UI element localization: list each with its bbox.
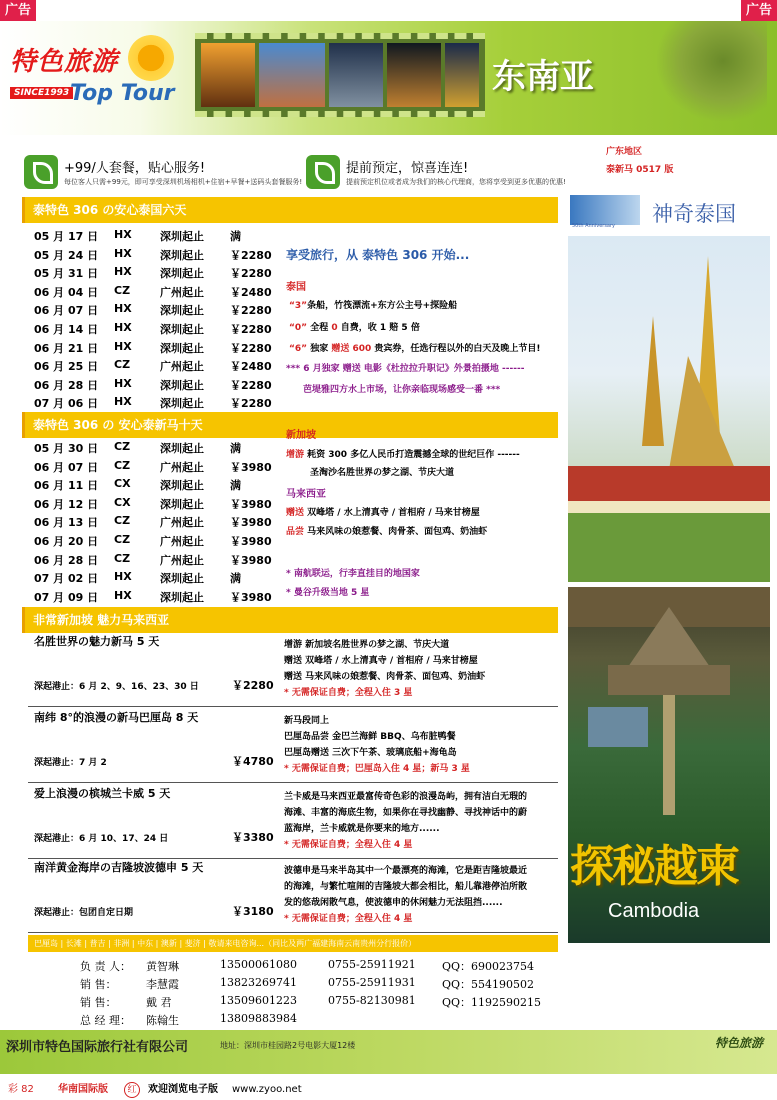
airline-code: HX xyxy=(114,570,132,584)
thai-headline: 享受旅行，从 泰特色 306 开始... xyxy=(286,248,470,262)
departure-city: 深圳起止 xyxy=(160,572,204,586)
departure-date: 05 月 31 日 xyxy=(34,267,99,281)
airline-code: CZ xyxy=(114,283,131,297)
contact-role: 销 售： xyxy=(80,996,117,1009)
airline-code: HX xyxy=(114,376,132,390)
contact-tel: 0755-25911921 xyxy=(328,958,416,971)
tour-price: ￥2280 xyxy=(230,304,272,318)
tour-desc-line: 巴厘岛品尝 金巴兰海鲜 BBQ、乌布脏鸭餐 xyxy=(284,732,456,742)
section-thai-sgmy-10day: 泰特色 306 の 安心泰新马十天 xyxy=(22,412,558,438)
tour-price: ￥3980 xyxy=(230,460,272,474)
departure-date: 07 月 09 日 xyxy=(34,590,99,604)
service-sub: 每位客人只需+99元，即可享受深圳机场相机+住宿+早餐+送码头套餐服务! xyxy=(64,178,303,186)
departure-city: 广州起止 xyxy=(160,360,204,374)
sunflower-icon xyxy=(128,35,174,81)
feature-text: 条船，竹筏漂流+东方公主号+探险船 xyxy=(307,301,458,311)
departure-date: 06 月 20 日 xyxy=(34,535,99,548)
departure-date: 07 月 02 日 xyxy=(34,572,99,586)
departure-city: 深圳起止 xyxy=(160,341,204,355)
feature-tag: 赠送 xyxy=(286,508,305,518)
service-heading: +99/人套餐，贴心服务! xyxy=(64,161,206,176)
departure-city: 广州起止 xyxy=(160,553,204,567)
departure-date: 05 月 17 日 xyxy=(34,230,99,243)
departure-date: 05 月 24 日 xyxy=(34,248,99,262)
logo-since: SINCE1993 xyxy=(10,87,73,99)
divider xyxy=(28,782,558,783)
contact-qq: QQ：1192590215 xyxy=(442,996,542,1009)
tour-name: 名胜世界の魅力新马 5 天 xyxy=(34,635,160,648)
tour-product xyxy=(28,709,558,784)
tour-desc-line: 的海滩，与繁忙喧闹的吉隆坡大都会相比，船儿靠港停泊所散 xyxy=(284,882,528,892)
page-info-bar xyxy=(0,1080,777,1100)
my-taste xyxy=(286,524,487,537)
contact-role: 负 责 人： xyxy=(80,960,131,973)
departure-date: 06 月 13 日 xyxy=(34,516,99,530)
note-hotel: * 曼谷升级当地 5 星 xyxy=(286,588,370,598)
tour-price: ￥2280 xyxy=(230,323,272,336)
tour-name: 南洋黄金海岸の吉隆坡波德申 5 天 xyxy=(34,861,204,874)
tour-price: 满 xyxy=(230,572,241,586)
ad-label-left: 广告 xyxy=(0,0,36,21)
tour-price: 满 xyxy=(230,230,241,243)
tour-desc-line: 波德申是马来半岛其中一个最漂亮的海滩，它是距吉隆坡最近 xyxy=(284,866,528,876)
airline-code: CX xyxy=(114,477,131,491)
tour-product xyxy=(28,633,558,708)
page-number: 彩 82 xyxy=(8,1084,34,1095)
pagoda-photo xyxy=(445,43,479,107)
mosque-photo xyxy=(259,43,325,107)
contact-name: 陈翰生 xyxy=(146,1014,179,1027)
red-badge-icon: 红 xyxy=(124,1082,140,1098)
feature-text: 贵宾券，任选行程以外的白天及晚上节目! xyxy=(371,344,541,354)
tour-desc-line: 新马段同上 xyxy=(284,716,330,726)
tour-price: ￥2480 xyxy=(230,360,272,374)
feature-number: “3” xyxy=(289,301,308,311)
tour-price: ￥3980 xyxy=(230,553,272,567)
thai-feature-3 xyxy=(289,298,457,311)
tour-departure: 深起港止：6 月 10、17、24 日 xyxy=(34,834,169,844)
section-thai-6day: 泰特色 306 の安心泰国六天 xyxy=(22,197,558,223)
feature-text: 马来风味の娘惹餐、肉骨茶、面包鸡、奶油虾 xyxy=(304,527,488,537)
airline-code: CX xyxy=(114,495,131,509)
departure-date: 06 月 28 日 xyxy=(34,378,99,392)
departure-city: 深圳起止 xyxy=(160,442,204,455)
contact-qq: QQ：690023754 xyxy=(442,960,535,973)
departure-city: 深圳起止 xyxy=(160,304,204,318)
other-destinations-bar: 巴厘岛 | 长滩 | 普吉 | 非洲 | 中东 | 澳新 | 斐济 | 敬请来电咨询...（同比及两广福建海南云南贵州分行报价） xyxy=(28,935,558,952)
thai-feature-0 xyxy=(289,320,420,333)
contact-tel: 0755-25911931 xyxy=(328,976,416,989)
leaf-icon xyxy=(24,155,58,189)
tour-desc-line: 增游 新加坡名胜世界の梦之湖、节庆大道 xyxy=(284,640,450,650)
airline-code: HX xyxy=(114,395,132,409)
tour-desc-line: 蓝海岸，兰卡威就是你要来的地方...... xyxy=(284,824,440,834)
departure-city: 广州起止 xyxy=(160,460,204,474)
anniversary-badge-icon xyxy=(570,195,640,225)
feature-highlight: 赠送 600 xyxy=(331,344,372,354)
departure-date: 06 月 04 日 xyxy=(34,285,99,299)
departure-city: 深圳起止 xyxy=(160,267,204,281)
airline-code: HX xyxy=(114,321,132,334)
section-sgmy: 非常新加坡 魅力马来西亚 xyxy=(22,607,558,633)
airline-code: CZ xyxy=(114,514,131,528)
service-heading: 提前预定，惊喜连连! xyxy=(346,161,469,176)
thai-brand-name: 神奇泰国 xyxy=(652,202,736,226)
night-temple-photo xyxy=(387,43,441,107)
photo-filmstrip xyxy=(195,33,485,117)
thai-movie-promo: *** 6 月独家 赠送 电影《杜拉拉升职记》外景拍摄地 ------ xyxy=(286,364,525,374)
thai-market-promo: 芭堤雅四方水上市场，让你亲临现场感受一番 *** xyxy=(303,385,501,395)
departure-date: 06 月 14 日 xyxy=(34,323,99,336)
divider xyxy=(28,706,558,707)
departure-city: 深圳起止 xyxy=(160,248,204,262)
airline-code: HX xyxy=(114,339,132,353)
sg-feature-detail: 圣淘沙名胜世界の梦之湖、节庆大道 xyxy=(310,468,455,478)
tour-description xyxy=(284,789,564,853)
tour-departure: 深起港止：包团自定日期 xyxy=(34,908,134,918)
contact-tel: 0755-82130981 xyxy=(328,994,416,1007)
airline-code: CZ xyxy=(114,533,131,546)
my-gift xyxy=(286,505,480,518)
ad-label-right: 广告 xyxy=(741,0,777,21)
feature-number: “0” xyxy=(289,323,308,333)
tour-price: 满 xyxy=(230,479,241,493)
brand-logo xyxy=(10,41,180,116)
feature-text: 自费，收 1 赔 5 倍 xyxy=(337,323,420,333)
anniversary-text: 50th Anniversary xyxy=(572,223,616,229)
departure-city: 深圳起止 xyxy=(160,230,204,243)
contact-name: 戴 君 xyxy=(146,996,172,1009)
thai-feature-6 xyxy=(289,341,541,354)
footer-bar xyxy=(0,1030,777,1074)
feature-highlight: 0 xyxy=(331,323,338,333)
airline-code: CZ xyxy=(114,458,131,472)
tour-note: * 无需保证自费；巴厘岛入住 4 星；新马 3 星 xyxy=(284,764,470,774)
tour-price: ￥2280 xyxy=(230,248,272,262)
cambodia-title: 探秘越柬 xyxy=(570,841,738,892)
departure-date: 06 月 11 日 xyxy=(34,479,99,493)
tour-product xyxy=(28,785,558,860)
region-title: 东南亚 xyxy=(492,57,594,97)
airline-code: CZ xyxy=(114,358,131,372)
note-baggage: * 南航联运，行李直挂目的地国家 xyxy=(286,569,420,579)
sg-feature xyxy=(286,447,520,460)
tour-product xyxy=(28,859,558,934)
departure-city: 深圳起止 xyxy=(160,397,204,411)
tour-description xyxy=(284,863,564,927)
service-sub: 提前预定机位或者成为我们的核心代理商，您将享受到更多优惠的优惠! xyxy=(346,178,566,186)
tour-description xyxy=(284,713,564,777)
departure-date: 05 月 30 日 xyxy=(34,442,99,455)
departure-date: 06 月 07 日 xyxy=(34,460,99,474)
contact-role: 销 售： xyxy=(80,978,117,991)
airline-code: HX xyxy=(114,265,132,279)
edition-name: 华南国际版 xyxy=(58,1084,108,1095)
tour-price: ￥3980 xyxy=(230,590,272,604)
tour-desc-line: 发的悠哉闲散气息，使波德申的休闲魅力无法阻挡...... xyxy=(284,898,503,908)
ebook-text: 欢迎浏览电子版 xyxy=(148,1084,218,1095)
header-banner xyxy=(0,21,777,135)
departure-date: 06 月 07 日 xyxy=(34,304,99,318)
tour-name: 爱上浪漫の槟城兰卡威 5 天 xyxy=(34,787,171,800)
statue-decoration xyxy=(657,21,767,121)
tour-desc-line: 海滩、丰富的海底生物，如果你在寻找幽静、寻找神话中的蔚 xyxy=(284,808,528,818)
tour-price: ￥3180 xyxy=(232,905,274,918)
divider xyxy=(28,932,558,933)
feature-number: “6” xyxy=(289,344,308,354)
airline-code: HX xyxy=(114,302,132,316)
company-name: 深圳市特色国际旅行社有限公司 xyxy=(6,1040,189,1055)
departure-city: 深圳起止 xyxy=(160,497,204,511)
tour-price: ￥2280 xyxy=(230,341,272,355)
leaf-icon xyxy=(306,155,340,189)
tour-note: * 无需保证自费；全程入住 4 星 xyxy=(284,914,413,924)
my-label: 马来西亚 xyxy=(286,489,326,500)
tour-note: * 无需保证自费；全程入住 3 星 xyxy=(284,688,413,698)
departure-city: 广州起止 xyxy=(160,535,204,548)
tour-price: ￥2280 xyxy=(230,267,272,281)
edition-version: 泰新马 0517 版 xyxy=(606,165,674,175)
merlion-photo xyxy=(329,43,383,107)
thai-country-label: 泰国 xyxy=(286,282,306,293)
tour-departure: 深起港止：7 月 2 xyxy=(34,758,107,768)
tour-price: ￥4780 xyxy=(232,755,274,768)
contact-mobile: 13823269741 xyxy=(220,976,297,989)
temple-photo xyxy=(201,43,255,107)
departure-city: 深圳起止 xyxy=(160,323,204,336)
company-address: 地址：深圳市桂园路2号电影大厦12楼 xyxy=(220,1041,356,1050)
edition-area: 广东地区 xyxy=(606,147,643,157)
airline-code: CZ xyxy=(114,551,131,565)
departure-date: 06 月 12 日 xyxy=(34,497,99,511)
tour-price: ￥3980 xyxy=(230,516,272,530)
airline-code: CZ xyxy=(114,440,131,453)
amazing-thailand-logo xyxy=(570,195,770,231)
feature-tag: 品尝 xyxy=(286,527,305,537)
departure-date: 06 月 28 日 xyxy=(34,553,99,567)
cambodia-subtitle: Cambodia xyxy=(608,900,700,922)
departure-city: 广州起止 xyxy=(160,285,204,299)
contact-mobile: 13500061080 xyxy=(220,958,297,971)
tour-price: ￥2280 xyxy=(232,679,274,692)
tour-price: ￥2480 xyxy=(230,285,272,299)
feature-text: 独家 xyxy=(307,344,332,354)
tour-desc-line: 兰卡威是马来西亚最富传奇色彩的浪漫岛屿，拥有洁白无瑕的 xyxy=(284,792,528,802)
tour-name: 南纬 8°的浪漫の新马巴厘岛 8 天 xyxy=(34,711,199,724)
departure-city: 深圳起止 xyxy=(160,479,204,493)
departure-date: 07 月 06 日 xyxy=(34,397,99,411)
tour-note: * 无需保证自费；全程入住 4 星 xyxy=(284,840,413,850)
airline-code: HX xyxy=(114,246,132,260)
footer-slogan: 特色旅游 xyxy=(714,1036,763,1050)
airline-code: HX xyxy=(114,588,132,602)
feature-text: 耗资 300 多亿人民币打造震撼全球的世纪巨作 ------ xyxy=(304,450,520,460)
contact-role: 总 经 理： xyxy=(80,1014,131,1027)
tour-description xyxy=(284,637,564,701)
feature-tag: 增游 xyxy=(286,450,305,460)
departure-date: 06 月 21 日 xyxy=(34,341,99,355)
site-url[interactable]: www.zyoo.net xyxy=(232,1084,302,1095)
departure-city: 深圳起止 xyxy=(160,590,204,604)
contact-name: 李慧霞 xyxy=(146,978,179,991)
feature-text: 双峰塔 / 水上清真寺 / 首相府 / 马来甘榜屋 xyxy=(304,508,480,518)
tour-price: ￥2280 xyxy=(230,378,272,392)
tour-departure: 深起港止：6 月 2、9、16、23、30 日 xyxy=(34,682,199,692)
edition-info xyxy=(606,143,673,179)
tour-price: ￥3980 xyxy=(230,497,272,511)
tour-price: ￥2280 xyxy=(230,397,272,411)
departure-date: 06 月 25 日 xyxy=(34,360,99,374)
grand-palace-photo xyxy=(568,236,770,582)
tour-desc-line: 赠送 双峰塔 / 水上清真寺 / 首相府 / 马来甘榜屋 xyxy=(284,656,478,666)
sg-label: 新加坡 xyxy=(286,430,316,441)
contact-qq: QQ：554190502 xyxy=(442,978,535,991)
tour-price: 满 xyxy=(230,442,241,455)
feature-text: 全程 xyxy=(307,323,332,333)
logo-text-en: Top Tour xyxy=(70,81,175,106)
tour-price: ￥3380 xyxy=(232,831,274,844)
tour-desc-line: 赠送 马来风味の娘惹餐、肉骨茶、面包鸡、奶油虾 xyxy=(284,672,486,682)
tour-desc-line: 巴厘岛赠送 三次下午茶、玻璃底船+海龟岛 xyxy=(284,748,457,758)
temple-spire-icon xyxy=(568,236,770,582)
logo-text-cn: 特色旅游 xyxy=(10,47,119,77)
departure-city: 深圳起止 xyxy=(160,378,204,392)
departure-city: 广州起止 xyxy=(160,516,204,530)
contact-mobile: 13509601223 xyxy=(220,994,297,1007)
contact-name: 黄智琳 xyxy=(146,960,179,973)
airline-code: HX xyxy=(114,228,132,241)
tour-price: ￥3980 xyxy=(230,535,272,548)
contact-mobile: 13809883984 xyxy=(220,1012,297,1025)
